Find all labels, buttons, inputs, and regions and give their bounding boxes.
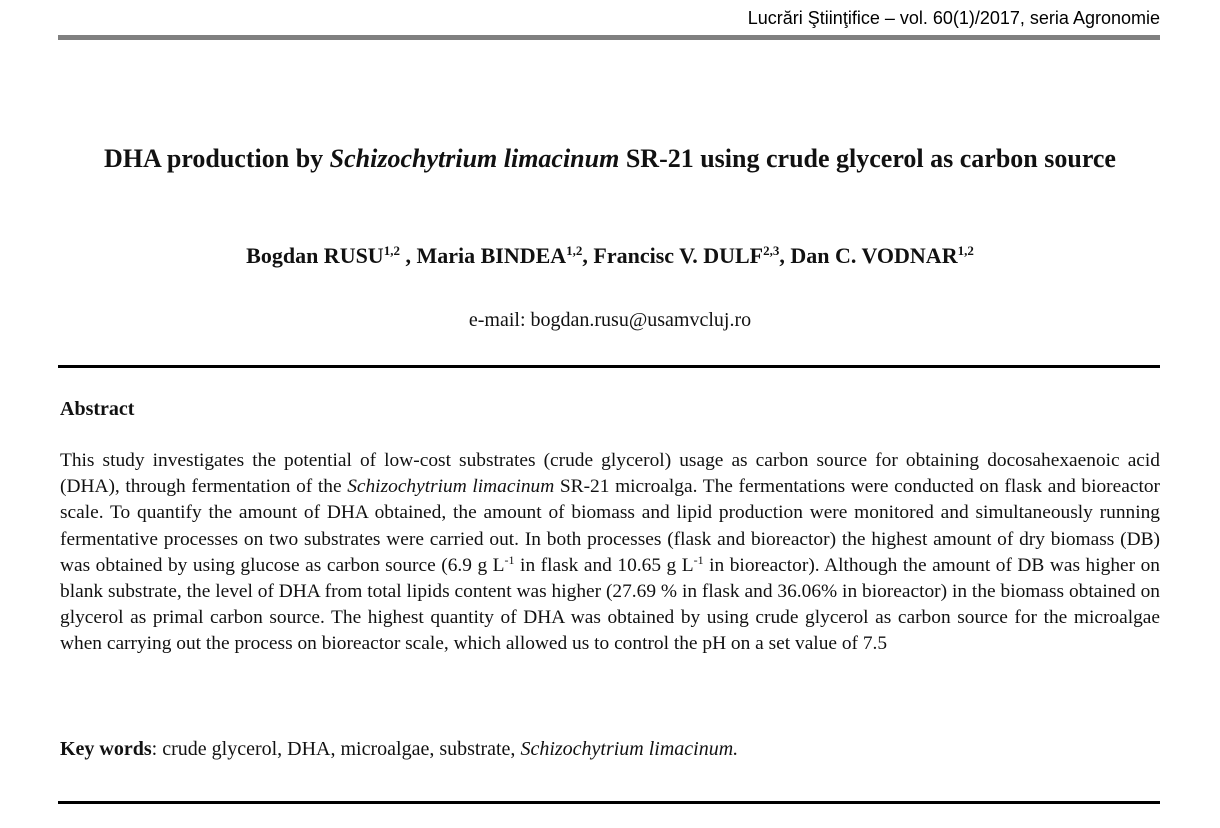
keywords-text: : crude glycerol, DHA, microalgae, substrate, bbox=[151, 738, 521, 760]
section-rule-bottom bbox=[58, 801, 1160, 804]
author-affiliation: 1,2 bbox=[957, 243, 974, 258]
unit-exponent: -1 bbox=[504, 552, 515, 567]
author-name: Dan C. VODNAR bbox=[790, 243, 958, 268]
title-text: DHA production by bbox=[104, 144, 330, 173]
abstract-text bbox=[60, 448, 1160, 658]
abstract-segment: SR-21 microalga. The fermentations were conducted on flask and bioreactor scale. To quantify the amount of DHA obtained, the amount of biomass and lipid production were monitored and simultaneously running fermentative processes on two substrates were carried out. In both processes (flask and bioreactor) the highest amount of dry biomass (DB) was obtained by using glucose as carbon source (6.9 g L bbox=[60, 476, 1160, 576]
author bbox=[246, 243, 416, 268]
title-species: Schizochytrium limacinum bbox=[329, 144, 620, 173]
author-separator: , bbox=[399, 243, 417, 268]
unit-exponent: -1 bbox=[693, 552, 704, 567]
author-list bbox=[60, 241, 1160, 271]
author bbox=[416, 243, 593, 268]
author-name: Francisc V. DULF bbox=[593, 243, 764, 268]
title-text-end: SR-21 using crude glycerol as carbon source bbox=[619, 144, 1116, 173]
author-affiliation: 2,3 bbox=[763, 243, 780, 258]
keywords-label: Key words bbox=[60, 738, 152, 760]
author-name: Maria BINDEA bbox=[416, 243, 567, 268]
keywords-species: Schizochytrium limacinum. bbox=[520, 738, 739, 760]
journal-header: Lucrări Ştiinţifice – vol. 60(1)/2017, seria Agronomie bbox=[747, 8, 1160, 28]
abstract-species: Schizochytrium limacinum bbox=[347, 476, 555, 498]
abstract-segment: This study investigates the potential of low-cost substrates (crude glycerol) usage as carbon source for obtaining docosahexaenoic acid (DHA), through fermentation of the bbox=[60, 450, 1160, 498]
author-email[interactable]: e-mail: bogdan.rusu@usamvcluj.ro bbox=[468, 309, 752, 331]
author-separator: , bbox=[582, 243, 594, 268]
author-affiliation: 1,2 bbox=[383, 243, 400, 258]
abstract-heading: Abstract bbox=[60, 398, 135, 420]
keywords bbox=[60, 736, 1160, 762]
abstract-segment: in flask and 10.65 g L bbox=[514, 554, 694, 576]
paper-title bbox=[60, 142, 1160, 176]
author bbox=[790, 243, 973, 268]
author bbox=[593, 243, 790, 268]
section-rule-top bbox=[58, 365, 1160, 368]
author-name: Bogdan RUSU bbox=[246, 243, 384, 268]
author-separator: , bbox=[779, 243, 791, 268]
header-rule bbox=[58, 35, 1160, 40]
author-affiliation: 1,2 bbox=[566, 243, 583, 258]
abstract-segment: in bioreactor). Although the amount of DB was higher on blank substrate, the level of DHA from total lipids content was higher (27.69 % in flask and 36.06% in bioreactor) in the biomass obtained on glycerol as primal carbon source. The highest quantity of DHA was obtained by using crude glycerol as carbon source for the microalgae when carrying out the process on bioreactor scale, which allowed us to control the pH on a set value of 7.5 bbox=[60, 554, 1161, 655]
